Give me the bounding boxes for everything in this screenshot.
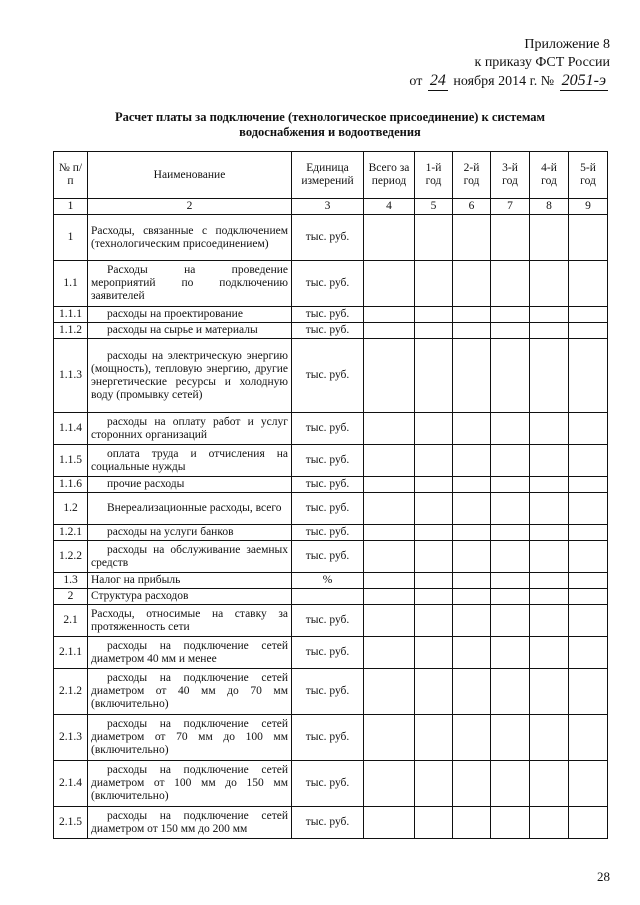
column-number-cell: 9	[569, 199, 608, 215]
value-cell	[530, 307, 569, 323]
value-cell	[415, 807, 453, 839]
table-row	[54, 715, 608, 761]
value-cell	[569, 669, 608, 715]
table-row	[54, 477, 608, 493]
row-unit-cell: тыс. руб.	[292, 323, 364, 339]
value-cell	[491, 605, 530, 637]
value-cell	[569, 637, 608, 669]
value-cell	[569, 715, 608, 761]
row-number-cell: 1.2.2	[54, 541, 88, 573]
value-cell	[530, 669, 569, 715]
row-number-cell: 2.1.3	[54, 715, 88, 761]
row-unit-cell: тыс. руб.	[292, 261, 364, 307]
column-number-cell: 2	[88, 199, 292, 215]
value-cell	[364, 215, 415, 261]
row-name-cell: Расходы, связанные с подключением (технологическим присоединением)	[88, 215, 292, 261]
title-line-1: Расчет платы за подключение (технологическое присоединение) к системам	[114, 110, 546, 124]
value-cell	[569, 541, 608, 573]
value-cell	[491, 761, 530, 807]
value-cell	[491, 715, 530, 761]
row-number-cell: 1.1.1	[54, 307, 88, 323]
row-name-cell: Расходы на проведение мероприятий по подключению заявителей	[88, 261, 292, 307]
value-cell	[364, 589, 415, 605]
table-header-row	[54, 152, 608, 199]
column-number-cell: 5	[415, 199, 453, 215]
column-number-cell: 4	[364, 199, 415, 215]
table-row	[54, 493, 608, 525]
value-cell	[453, 807, 491, 839]
table-row	[54, 307, 608, 323]
value-cell	[453, 307, 491, 323]
value-cell	[415, 573, 453, 589]
value-cell	[569, 807, 608, 839]
row-name-cell: расходы на подключение сетей диаметром 40 мм и менее	[88, 637, 292, 669]
value-cell	[569, 261, 608, 307]
row-name-cell: расходы на оплату работ и услуг сторонних организаций	[88, 413, 292, 445]
row-number-cell: 2.1.2	[54, 669, 88, 715]
value-cell	[453, 541, 491, 573]
row-unit-cell: тыс. руб.	[292, 669, 364, 715]
row-name-cell: Расходы, относимые на ставку за протяженность сети	[88, 605, 292, 637]
table-row	[54, 605, 608, 637]
value-cell	[453, 339, 491, 413]
table-row	[54, 525, 608, 541]
value-cell	[453, 215, 491, 261]
value-cell	[415, 445, 453, 477]
handwritten-day: 24	[429, 72, 446, 89]
value-cell	[530, 715, 569, 761]
row-number-cell: 1.1.6	[54, 477, 88, 493]
table-row	[54, 807, 608, 839]
header-cell: № п/п	[54, 152, 88, 199]
value-cell	[530, 525, 569, 541]
value-cell	[491, 413, 530, 445]
value-cell	[415, 307, 453, 323]
row-number-cell: 1.1.3	[54, 339, 88, 413]
value-cell	[569, 761, 608, 807]
row-number-cell: 1	[54, 215, 88, 261]
table-row	[54, 637, 608, 669]
value-cell	[530, 541, 569, 573]
value-cell	[491, 541, 530, 573]
value-cell	[569, 525, 608, 541]
column-number-cell: 8	[530, 199, 569, 215]
row-number-cell: 1.2.1	[54, 525, 88, 541]
value-cell	[491, 477, 530, 493]
header-cell: Единица измерений	[292, 152, 364, 199]
header-cell: Наименование	[88, 152, 292, 199]
table-row	[54, 573, 608, 589]
value-cell	[453, 669, 491, 715]
value-cell	[569, 589, 608, 605]
value-cell	[453, 323, 491, 339]
row-unit-cell: %	[292, 573, 364, 589]
row-name-cell: оплата труда и отчисления на социальные нужды	[88, 445, 292, 477]
value-cell	[569, 339, 608, 413]
row-unit-cell: тыс. руб.	[292, 715, 364, 761]
row-unit-cell: тыс. руб.	[292, 605, 364, 637]
header-cell: 3-й год	[491, 152, 530, 199]
row-name-cell: Внереализационные расходы, всего	[88, 493, 292, 525]
value-cell	[415, 761, 453, 807]
row-name-cell: расходы на подключение сетей диаметром от 150 мм до 200 мм	[88, 807, 292, 839]
value-cell	[530, 215, 569, 261]
row-unit-cell: тыс. руб.	[292, 445, 364, 477]
order-date-line	[409, 72, 610, 91]
row-unit-cell: тыс. руб.	[292, 215, 364, 261]
value-cell	[569, 445, 608, 477]
value-cell	[453, 493, 491, 525]
value-cell	[491, 493, 530, 525]
value-cell	[364, 637, 415, 669]
row-unit-cell: тыс. руб.	[292, 493, 364, 525]
value-cell	[453, 637, 491, 669]
row-number-cell: 1.1.5	[54, 445, 88, 477]
value-cell	[364, 445, 415, 477]
page-number: 28	[597, 869, 610, 884]
value-cell	[364, 339, 415, 413]
row-name-cell: расходы на обслуживание заемных средств	[88, 541, 292, 573]
value-cell	[491, 525, 530, 541]
column-number-cell: 3	[292, 199, 364, 215]
row-unit-cell	[292, 589, 364, 605]
value-cell	[491, 215, 530, 261]
date-prefix: от	[409, 74, 423, 89]
value-cell	[530, 761, 569, 807]
value-cell	[415, 477, 453, 493]
table-row	[54, 669, 608, 715]
row-number-cell: 1.3	[54, 573, 88, 589]
value-cell	[569, 215, 608, 261]
value-cell	[569, 307, 608, 323]
value-cell	[364, 525, 415, 541]
value-cell	[415, 525, 453, 541]
value-cell	[530, 605, 569, 637]
order-reference: к приказу ФСТ России	[474, 55, 610, 70]
value-cell	[491, 307, 530, 323]
row-name-cell: расходы на электрическую энергию (мощность), тепловую энергию, другие энергетические ресурсы и холодную воду (промывку сетей)	[88, 339, 292, 413]
value-cell	[569, 493, 608, 525]
handwritten-order-number: 2051-э	[561, 72, 606, 89]
value-cell	[530, 445, 569, 477]
header-cell: 2-й год	[453, 152, 491, 199]
table-row	[54, 339, 608, 413]
row-unit-cell: тыс. руб.	[292, 541, 364, 573]
row-name-cell: Налог на прибыль	[88, 573, 292, 589]
value-cell	[364, 761, 415, 807]
row-number-cell: 2.1	[54, 605, 88, 637]
row-name-cell: расходы на проектирование	[88, 307, 292, 323]
row-unit-cell: тыс. руб.	[292, 525, 364, 541]
value-cell	[364, 477, 415, 493]
value-cell	[364, 307, 415, 323]
value-cell	[415, 493, 453, 525]
row-unit-cell: тыс. руб.	[292, 339, 364, 413]
value-cell	[415, 541, 453, 573]
value-cell	[415, 261, 453, 307]
value-cell	[569, 323, 608, 339]
table-body	[54, 152, 608, 839]
value-cell	[364, 669, 415, 715]
table-row	[54, 215, 608, 261]
value-cell	[491, 323, 530, 339]
date-middle: ноября 2014 г. №	[453, 74, 555, 89]
value-cell	[453, 445, 491, 477]
value-cell	[415, 589, 453, 605]
table-row	[54, 541, 608, 573]
value-cell	[530, 323, 569, 339]
value-cell	[491, 261, 530, 307]
value-cell	[364, 605, 415, 637]
value-cell	[491, 589, 530, 605]
title-line-2: водоснабжения и водоотведения	[239, 125, 421, 139]
value-cell	[364, 541, 415, 573]
row-name-cell: расходы на сырье и материалы	[88, 323, 292, 339]
payment-calculation-table	[53, 151, 608, 839]
value-cell	[491, 445, 530, 477]
header-cell: 4-й год	[530, 152, 569, 199]
row-unit-cell: тыс. руб.	[292, 637, 364, 669]
value-cell	[453, 761, 491, 807]
table-row	[54, 761, 608, 807]
row-unit-cell: тыс. руб.	[292, 761, 364, 807]
value-cell	[569, 605, 608, 637]
table-row	[54, 323, 608, 339]
document-header	[409, 36, 610, 91]
column-number-cell: 1	[54, 199, 88, 215]
value-cell	[364, 323, 415, 339]
value-cell	[530, 413, 569, 445]
row-unit-cell: тыс. руб.	[292, 307, 364, 323]
row-name-cell: прочие расходы	[88, 477, 292, 493]
value-cell	[415, 637, 453, 669]
header-cell: 1-й год	[415, 152, 453, 199]
row-number-cell: 2.1.4	[54, 761, 88, 807]
row-number-cell: 2	[54, 589, 88, 605]
table-row	[54, 445, 608, 477]
value-cell	[491, 807, 530, 839]
row-unit-cell: тыс. руб.	[292, 413, 364, 445]
value-cell	[453, 413, 491, 445]
row-number-cell: 1.1.2	[54, 323, 88, 339]
value-cell	[364, 573, 415, 589]
row-name-cell: расходы на подключение сетей диаметром от 40 мм до 70 мм (включительно)	[88, 669, 292, 715]
value-cell	[453, 715, 491, 761]
value-cell	[530, 807, 569, 839]
value-cell	[491, 669, 530, 715]
value-cell	[415, 605, 453, 637]
row-number-cell: 1.1	[54, 261, 88, 307]
value-cell	[364, 807, 415, 839]
value-cell	[530, 573, 569, 589]
value-cell	[364, 493, 415, 525]
row-name-cell: Структура расходов	[88, 589, 292, 605]
value-cell	[530, 589, 569, 605]
table-row	[54, 413, 608, 445]
value-cell	[415, 413, 453, 445]
value-cell	[569, 573, 608, 589]
value-cell	[453, 573, 491, 589]
value-cell	[453, 525, 491, 541]
appendix-label: Приложение 8	[524, 37, 610, 52]
value-cell	[415, 339, 453, 413]
value-cell	[569, 413, 608, 445]
table-row	[54, 589, 608, 605]
value-cell	[415, 323, 453, 339]
value-cell	[569, 477, 608, 493]
value-cell	[491, 573, 530, 589]
row-name-cell: расходы на подключение сетей диаметром от 70 мм до 100 мм (включительно)	[88, 715, 292, 761]
value-cell	[364, 261, 415, 307]
row-name-cell: расходы на подключение сетей диаметром от 100 мм до 150 мм (включительно)	[88, 761, 292, 807]
value-cell	[364, 715, 415, 761]
value-cell	[453, 477, 491, 493]
value-cell	[415, 715, 453, 761]
value-cell	[415, 669, 453, 715]
value-cell	[530, 637, 569, 669]
row-unit-cell: тыс. руб.	[292, 807, 364, 839]
value-cell	[491, 339, 530, 413]
value-cell	[453, 589, 491, 605]
row-unit-cell: тыс. руб.	[292, 477, 364, 493]
value-cell	[491, 637, 530, 669]
row-number-cell: 2.1.5	[54, 807, 88, 839]
row-name-cell: расходы на услуги банков	[88, 525, 292, 541]
value-cell	[530, 261, 569, 307]
value-cell	[364, 413, 415, 445]
value-cell	[530, 339, 569, 413]
row-number-cell: 1.2	[54, 493, 88, 525]
value-cell	[415, 215, 453, 261]
column-number-row	[54, 199, 608, 215]
table-row	[54, 261, 608, 307]
value-cell	[530, 493, 569, 525]
value-cell	[530, 477, 569, 493]
row-number-cell: 2.1.1	[54, 637, 88, 669]
document-title	[60, 110, 600, 140]
header-cell: 5-й год	[569, 152, 608, 199]
value-cell	[453, 605, 491, 637]
row-number-cell: 1.1.4	[54, 413, 88, 445]
value-cell	[453, 261, 491, 307]
column-number-cell: 7	[491, 199, 530, 215]
column-number-cell: 6	[453, 199, 491, 215]
header-cell: Всего за период	[364, 152, 415, 199]
